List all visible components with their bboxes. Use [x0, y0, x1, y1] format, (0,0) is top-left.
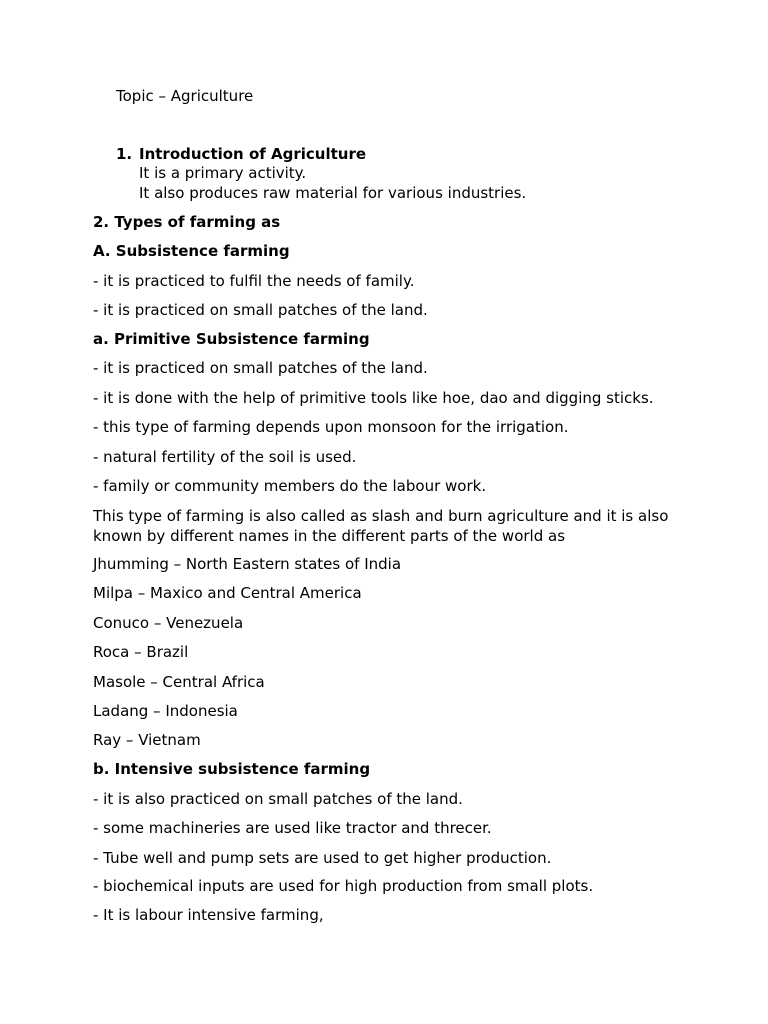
- section1-number: 1.: [116, 145, 133, 163]
- list-item: Roca – Brazil: [93, 643, 189, 661]
- list-item: - some machineries are used like tractor and threcer.: [93, 819, 492, 837]
- list-item: - family or community members do the labour work.: [93, 477, 487, 495]
- topic-title: Topic – Agriculture: [116, 87, 254, 105]
- intensive-heading: b. Intensive subsistence farming: [93, 760, 371, 778]
- list-item: - Tube well and pump sets are used to get higher production.: [93, 849, 552, 867]
- primitive-heading: a. Primitive Subsistence farming: [93, 330, 370, 348]
- list-item: - It is labour intensive farming,: [93, 906, 324, 924]
- list-item: - it is practiced on small patches of the land.: [93, 359, 428, 377]
- list-item: Ray – Vietnam: [93, 731, 201, 749]
- list-item: Milpa – Maxico and Central America: [93, 584, 362, 602]
- list-item: - this type of farming depends upon monsoon for the irrigation.: [93, 418, 569, 436]
- subsistence-heading: A. Subsistence farming: [93, 242, 290, 260]
- section2-heading: 2. Types of farming as: [93, 213, 281, 231]
- section1-heading: Introduction of Agriculture: [139, 145, 367, 163]
- list-item: - it is done with the help of primitive tools like hoe, dao and digging sticks.: [93, 389, 654, 407]
- list-item: - biochemical inputs are used for high production from small plots.: [93, 877, 594, 895]
- primitive-paragraph: This type of farming is also called as slash and burn agriculture and it is also known by different names in the different parts of the world as: [93, 507, 669, 545]
- list-item: - it is practiced to fulfil the needs of family.: [93, 272, 415, 290]
- list-item: Masole – Central Africa: [93, 673, 265, 691]
- section1-line: It also produces raw material for various industries.: [139, 184, 527, 202]
- list-item: - it is also practiced on small patches of the land.: [93, 790, 463, 808]
- list-item: - it is practiced on small patches of the land.: [93, 301, 428, 319]
- list-item: Ladang – Indonesia: [93, 702, 238, 720]
- list-item: Conuco – Venezuela: [93, 614, 244, 632]
- section1-line: It is a primary activity.: [139, 164, 307, 182]
- list-item: - natural fertility of the soil is used.: [93, 448, 357, 466]
- list-item: Jhumming – North Eastern states of India: [93, 555, 402, 573]
